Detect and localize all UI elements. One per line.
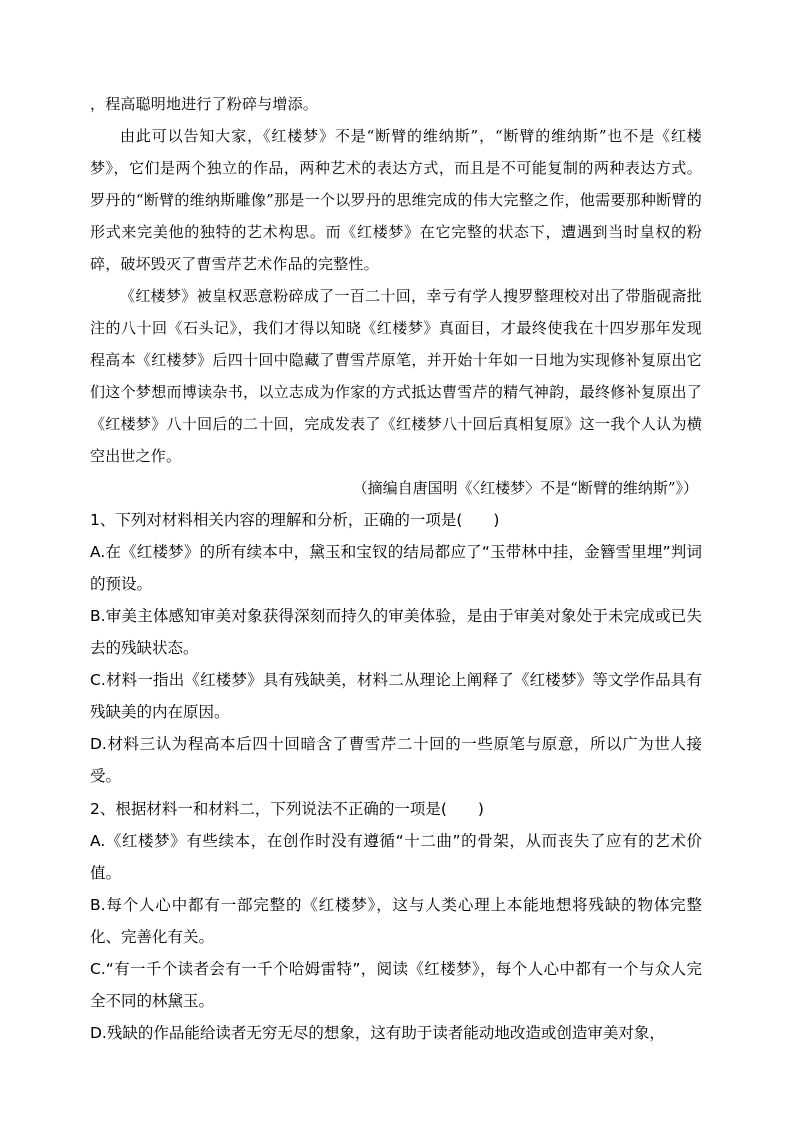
question-2-stem: 2、根据材料一和材料二，下列说法不正确的一项是( ) <box>90 800 484 818</box>
question-1-option-c: C.材料一指出《红楼梦》具有残缺美，材料二从理论上阐释了《红楼梦》等文学作品具有残缺美的内在原因。 <box>90 671 702 721</box>
question-1-stem: 1、下列对材料相关内容的理解和分析，正确的一项是( ) <box>90 511 500 529</box>
question-2-option-b: B.每个人心中都有一部完整的《红楼梦》，这与人类心理上本能地想将残缺的物体完整化、完善化有关。 <box>90 896 702 946</box>
question-2-option-d: D.残缺的作品能给读者无穷无尽的想象，这有助于读者能动地改造或创造审美对象， <box>90 1024 665 1042</box>
document-content <box>90 88 702 1049</box>
passage-paragraph-2: 《红楼梦》被皇权恶意粉碎成了一百二十回，幸亏有学人搜罗整理校对出了带脂砚斋批注的八十回《石头记》，我们才得以知晓《红楼梦》真面目，才最终使我在十四岁那年发现程高本《红楼梦》后四十回中隐藏了曹雪芹原笔，并开始十年如一日地为实现修补复原出它们这个梦想而博读杂书，以立志成为作家的方式抵达曹雪芹的精气神韵，最终修补复原出了《红楼梦》八十回后的二十回，完成发表了《红楼梦八十回后真相复原》这一我个人认为横空出世之作。 <box>90 287 702 465</box>
question-2-option-a: A.《红楼梦》有些续本，在创作时没有遵循“十二曲”的骨架，从而丧失了应有的艺术价值。 <box>90 832 702 882</box>
question-1-option-d: D.材料三认为程高本后四十回暗含了曹雪芹二十回的一些原笔与原意，所以广为世人接受。 <box>90 735 702 785</box>
question-2-option-c: C.“有一千个读者会有一千个哈姆雷特”，阅读《红楼梦》，每个人心中都有一个与众人完全不同的林黛玉。 <box>90 960 702 1010</box>
passage-continuation: ，程高聪明地进行了粉碎与增添。 <box>90 95 319 113</box>
question-1-option-b: B.审美主体感知审美对象获得深刻而持久的审美体验，是由于审美对象处于未完成或已失去的残缺状态。 <box>90 607 702 657</box>
passage-paragraph-1: 由此可以告知大家，《红楼梦》不是“断臂的维纳斯”，“断臂的维纳斯”也不是《红楼梦》，它们是两个独立的作品，两种艺术的表达方式，而且是不可能复制的两种表达方式。罗丹的“断臂的维纳斯雕像”那是一个以罗丹的思维完成的伟大完整之作，他需要那种断臂的形式来完美他的独特的艺术构思。而《红楼梦》在它完整的状态下，遭遇到当时皇权的粉碎，破坏毁灭了曹雪芹艺术作品的完整性。 <box>90 127 702 273</box>
question-1-option-a: A.在《红楼梦》的所有续本中，黛玉和宝钗的结局都应了“玉带林中挂，金簪雪里埋”判词的预设。 <box>90 543 702 593</box>
question-2 <box>90 793 702 1049</box>
question-1 <box>90 504 702 792</box>
passage-source: （摘编自唐国明《〈红楼梦〉不是“断臂的维纳斯”》） <box>352 479 698 497</box>
